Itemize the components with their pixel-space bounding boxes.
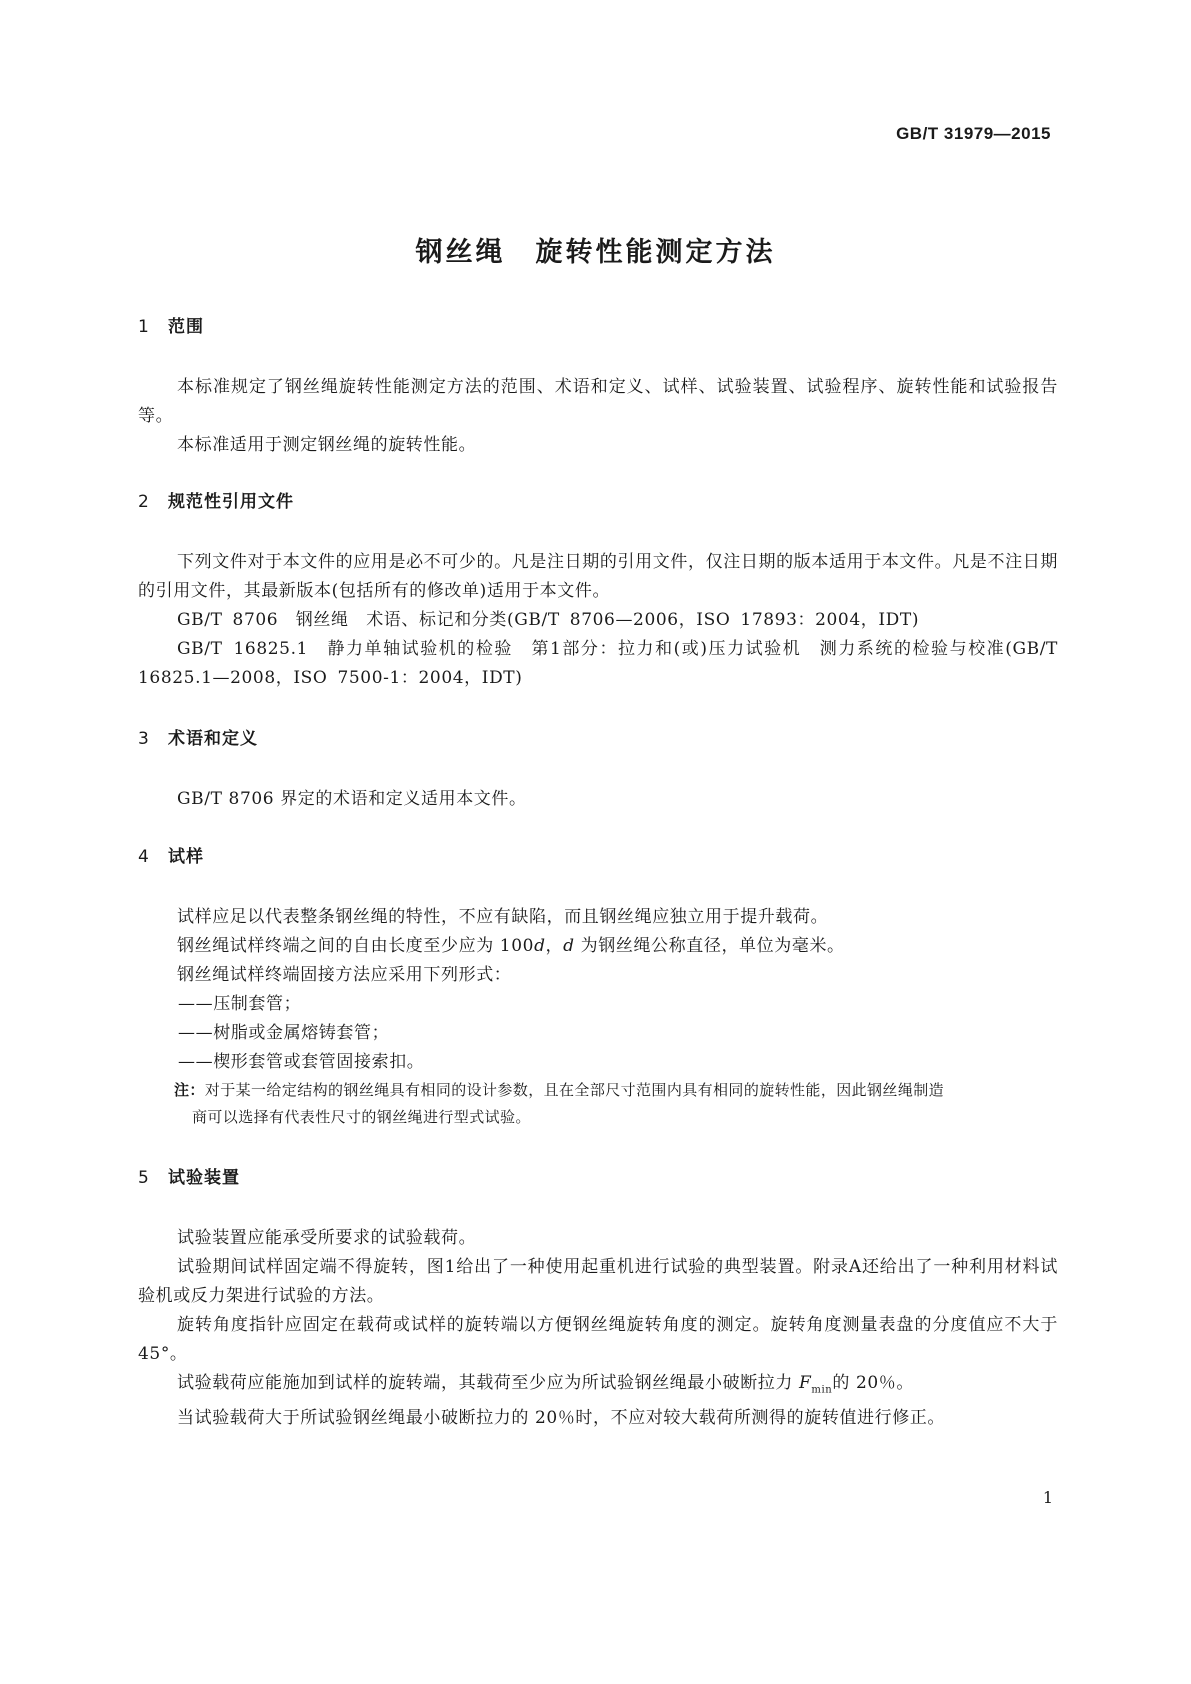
section-title: 试样 bbox=[168, 847, 204, 867]
section-heading bbox=[138, 312, 1058, 337]
paragraph: 试验装置应能承受所要求的试验载荷。 bbox=[177, 1228, 477, 1248]
standard-number: GB/T 31979—2015 bbox=[896, 124, 1051, 143]
variable-F: F bbox=[799, 1373, 812, 1393]
list-item: ——楔形套管或套管固接索扣。 bbox=[178, 1052, 425, 1072]
paragraph: 钢丝绳试样终端固接方法应采用下列形式： bbox=[177, 965, 512, 985]
paragraph: 本标准规定了钢丝绳旋转性能测定方法的范围、术语和定义、试样、试验装置、试验程序、旋转性能和试验报告等。 bbox=[138, 377, 1058, 426]
section-heading bbox=[138, 724, 1058, 749]
list-item: ——压制套管； bbox=[178, 994, 302, 1014]
section-specimen bbox=[138, 842, 1058, 1131]
variable-d: d bbox=[534, 936, 546, 956]
note-text: 商可以选择有代表性尺寸的钢丝绳进行型式试验。 bbox=[192, 1108, 531, 1126]
section-title: 规范性引用文件 bbox=[168, 492, 294, 512]
reference-entry: GB/T 8706 钢丝绳 术语、标记和分类(GB/T 8706—2006，ISO 17893：2004，IDT) bbox=[177, 610, 920, 630]
note-label: 注： bbox=[174, 1081, 205, 1099]
paragraph: 试验载荷应能施加到试样的旋转端，其载荷至少应为所试验钢丝绳最小破断拉力 $F_{min}$的 20％。 bbox=[177, 1373, 914, 1396]
note bbox=[138, 1077, 1058, 1131]
list-item: ——树脂或金属熔铸套管； bbox=[178, 1023, 390, 1043]
section-number: 2 bbox=[138, 492, 150, 512]
document-title: 钢丝绳 旋转性能测定方法 bbox=[415, 237, 776, 268]
paragraph: 当试验载荷大于所试验钢丝绳最小破断拉力的 20％时，不应对较大载荷所测得的旋转值进行修正。 bbox=[177, 1408, 946, 1429]
paragraph: 本标准适用于测定钢丝绳的旋转性能。 bbox=[177, 435, 477, 455]
section-normative-references bbox=[138, 487, 1058, 693]
section-title: 术语和定义 bbox=[168, 729, 258, 749]
section-heading bbox=[138, 842, 1058, 867]
paragraph: 试样应足以代表整条钢丝绳的特性，不应有缺陷，而且钢丝绳应独立用于提升载荷。 bbox=[177, 907, 829, 927]
paragraph: 下列文件对于本文件的应用是必不可少的。凡是注日期的引用文件，仅注日期的版本适用于本文件。凡是不注日期的引用文件，其最新版本(包括所有的修改单)适用于本文件。 bbox=[138, 552, 1058, 601]
section-number: 3 bbox=[138, 729, 150, 749]
paragraph: 钢丝绳试样终端之间的自由长度至少应为 100d，d 为钢丝绳公称直径，单位为毫米。 bbox=[177, 936, 845, 956]
section-terms bbox=[138, 724, 1058, 814]
page-number: 1 bbox=[1042, 1488, 1053, 1507]
section-title: 范围 bbox=[168, 317, 204, 337]
note-text: 对于某一给定结构的钢丝绳具有相同的设计参数，且在全部尺寸范围内具有相同的旋转性能，因此钢丝绳制造 bbox=[204, 1081, 945, 1099]
section-title: 试验装置 bbox=[168, 1168, 240, 1188]
section-scope bbox=[138, 312, 1058, 460]
section-heading bbox=[138, 487, 1058, 512]
paragraph: 旋转角度指针应固定在载荷或试样的旋转端以方便钢丝绳旋转角度的测定。旋转角度测量表盘的分度值应不大于 45°。 bbox=[138, 1315, 1058, 1364]
reference-entry: GB/T 16825.1 静力单轴试验机的检验 第1部分：拉力和(或)压力试验机 测力系统的检验与校准(GB/T 16825.1—2008，ISO 7500-1：2004，IDT) bbox=[138, 639, 1058, 688]
variable-d: d bbox=[563, 936, 575, 956]
section-number: 5 bbox=[138, 1168, 150, 1188]
paragraph: 试验期间试样固定端不得旋转，图1给出了一种使用起重机进行试验的典型装置。附录A还给出了一种利用材料试验机或反力架进行试验的方法。 bbox=[138, 1257, 1058, 1306]
paragraph: GB/T 8706 界定的术语和定义适用本文件。 bbox=[177, 789, 527, 809]
section-apparatus bbox=[138, 1163, 1058, 1433]
section-number: 1 bbox=[138, 317, 150, 337]
section-number: 4 bbox=[138, 847, 150, 867]
section-heading bbox=[138, 1163, 1058, 1188]
subscript-min: min bbox=[811, 1384, 833, 1396]
